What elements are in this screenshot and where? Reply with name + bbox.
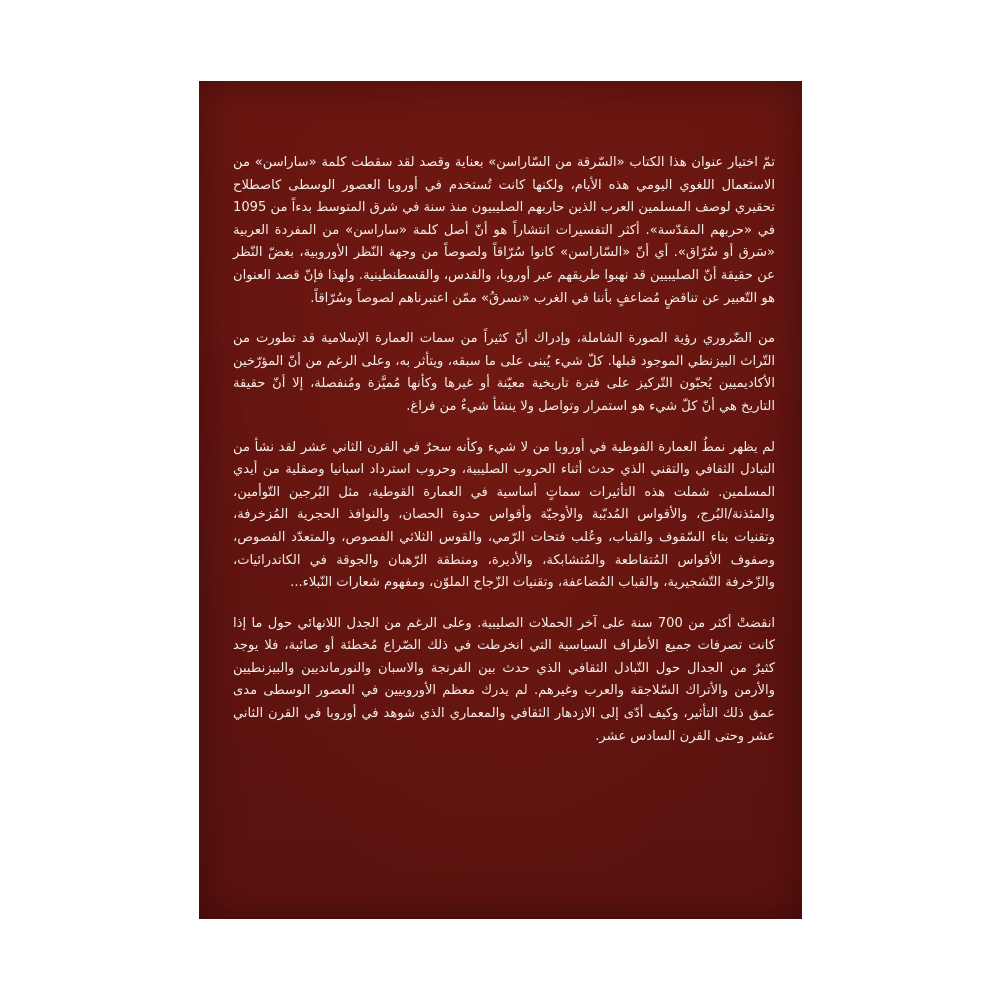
book-back-cover	[199, 81, 802, 919]
paragraph-byzantine-heritage: من الضّروري رؤية الصورة الشاملة، وإدراك أنّ كثيراً من سمات العمارة الإسلامية قد تطورت من التّراث البيزنطي الموجود قبلها. كلّ شيء يُبنى على ما سبقه، ويتأثر به، وعلى الرغم من أنّ المؤرّخين الأكاديميين يُحبّون التّركيز على فترة تاريخية معيّنة أو غيرها وكأنها مُميَّزة ومُنفصلة، إلا أنّ حقيقة التاريخ هي أنّ كلّ شيء هو استمرار وتواصل ولا ينشأ شيءٌ من فراغ.	[233, 331, 775, 414]
paragraph-title-explanation: تمّ اختيار عنوان هذا الكتاب «السّرقة من السّاراسن» بعناية وقصد لقد سقطت كلمة «ساراسن» من الاستعمال اللغوي اليومي هذه الأيام، ولكنها كانت تُستخدم في أوروبا العصور الوسطى كاصطلاح تحقيري لوصف المسلمين العرب الذين حاربهم الصليبيون منذ سنة في شرق المتوسط بدءاً من 1095 في «حربهم المقدّسة». أكثر التفسيرات انتشاراً هو أنّ أصل كلمة «ساراسن» من المفردة العربية «سَرق أو سُرّاق». أي أنّ «السّاراسن» كانوا سُرّاقاً ولصوصاً من وجهة النّظر الأوروبية، بغضّ النّظر عن حقيقة أنّ الصليبيين قد نهبوا طريقهم عبر أوروبا، والقدس، والقسطنطينية. ولهذا فإنّ قصد العنوان هو التّعبير عن تناقضٍ مُضاعفٍ بأننا في الغرب «نسرقُ» ممّن اعتبرناهم لصوصاً وسُرّاقاً.	[233, 155, 775, 306]
paragraph-cultural-exchange: انقضتْ أكثر من 700 سنة على آخر الحملات الصليبية. وعلى الرغم من الجدل اللانهائي حول ما إذا كانت تصرفات جميع الأطراف السياسية التي انخرطت في ذلك الصّراع مُخطئة أو صائبة، فلا يوجد كثيرٌ من الجدال حول التّبادل الثقافي الذي حدث بين الفرنجة والاسبان والنورمانديين والبيزنطيين والأرمن والأتراك السّلاجقة والعرب وغيرهم. لم يدرك معظم الأوروبيين في العصور الوسطى مدى عمق ذلك التأثير، وكيف أدّى إلى الازدهار الثقافي والمعماري الذي شوهد في أوروبا في القرن الثاني عشر وحتى القرن السادس عشر.	[233, 615, 775, 744]
cover-text-block	[233, 152, 775, 766]
paragraph-gothic-architecture: لم يظهر نمطُ العمارة القوطية في أوروبا من لا شيء وكأنه سحرٌ في القرن الثاني عشر لقد نشأ من التبادل الثقافي والتقني الذي حدث أثناء الحروب الصليبية، وحروب استرداد اسبانيا وصقلية من أيدي المسلمين. شملت هذه التأثيرات سماتٍ أساسية في العمارة القوطية، مثل البُرجين التّوأمين، والمئذنة/البُرج، والأقواس المُدبّبة والأوجيّة وأقواس حدوة الحصان، والنوافذ الحجرية المُزخرفة، وتقنيات بناء السّقوف والقباب، وعُلب فتحات الرّمي، والقوس الثلاثي الفصوص، والمتعدّد الفصوص، وصفوف الأقواس المُتقاطعة والمُتشابكة، والأديرة، ومنطقة الرّهبان والجوقة في الكاتدرائيات، والزّخرفة التّشجيرية، والقباب المُضاعفة، وتقنيات الزّجاج الملوّن، ومفهوم شعارات النّبلاء...	[233, 439, 775, 591]
